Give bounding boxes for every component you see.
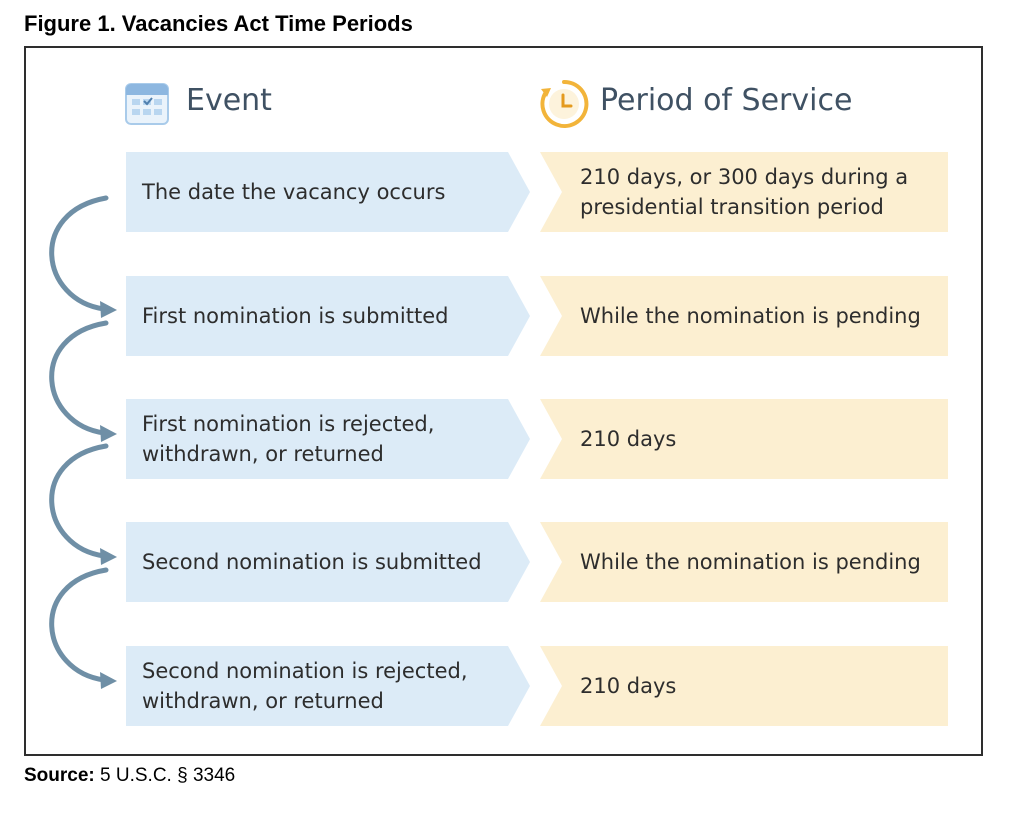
source-text: 5 U.S.C. § 3346 [100, 765, 236, 786]
period-text: 210 days, or 300 days during a presidential transition period [580, 165, 909, 219]
arrowhead-icon [100, 548, 117, 565]
event-text: First nomination is submitted [142, 304, 449, 328]
connector-arrow [52, 323, 106, 433]
event-text: First nomination is rejected, withdrawn, or returned [142, 412, 435, 466]
connector-arrow [52, 446, 106, 556]
arrowhead-icon [100, 301, 117, 318]
arrowhead-icon [100, 425, 117, 442]
source-note [24, 765, 235, 787]
period-column-header: Period of Service [600, 83, 853, 118]
arrowhead-icon [100, 672, 117, 689]
period-text: 210 days [580, 674, 677, 698]
connector-arrow [52, 198, 106, 309]
event-text: Second nomination is submitted [142, 550, 482, 574]
period-text: While the nomination is pending [580, 304, 921, 328]
figure-title: Figure 1. Vacancies Act Time Periods [24, 11, 413, 36]
event-text: Second nomination is rejected, withdrawn, or returned [142, 659, 468, 713]
event-text: The date the vacancy occurs [142, 180, 446, 204]
period-text: While the nomination is pending [580, 550, 921, 574]
source-label: Source: [24, 765, 95, 786]
period-text: 210 days [580, 427, 677, 451]
connector-arrow [52, 570, 106, 680]
event-column-header: Event [186, 83, 272, 118]
